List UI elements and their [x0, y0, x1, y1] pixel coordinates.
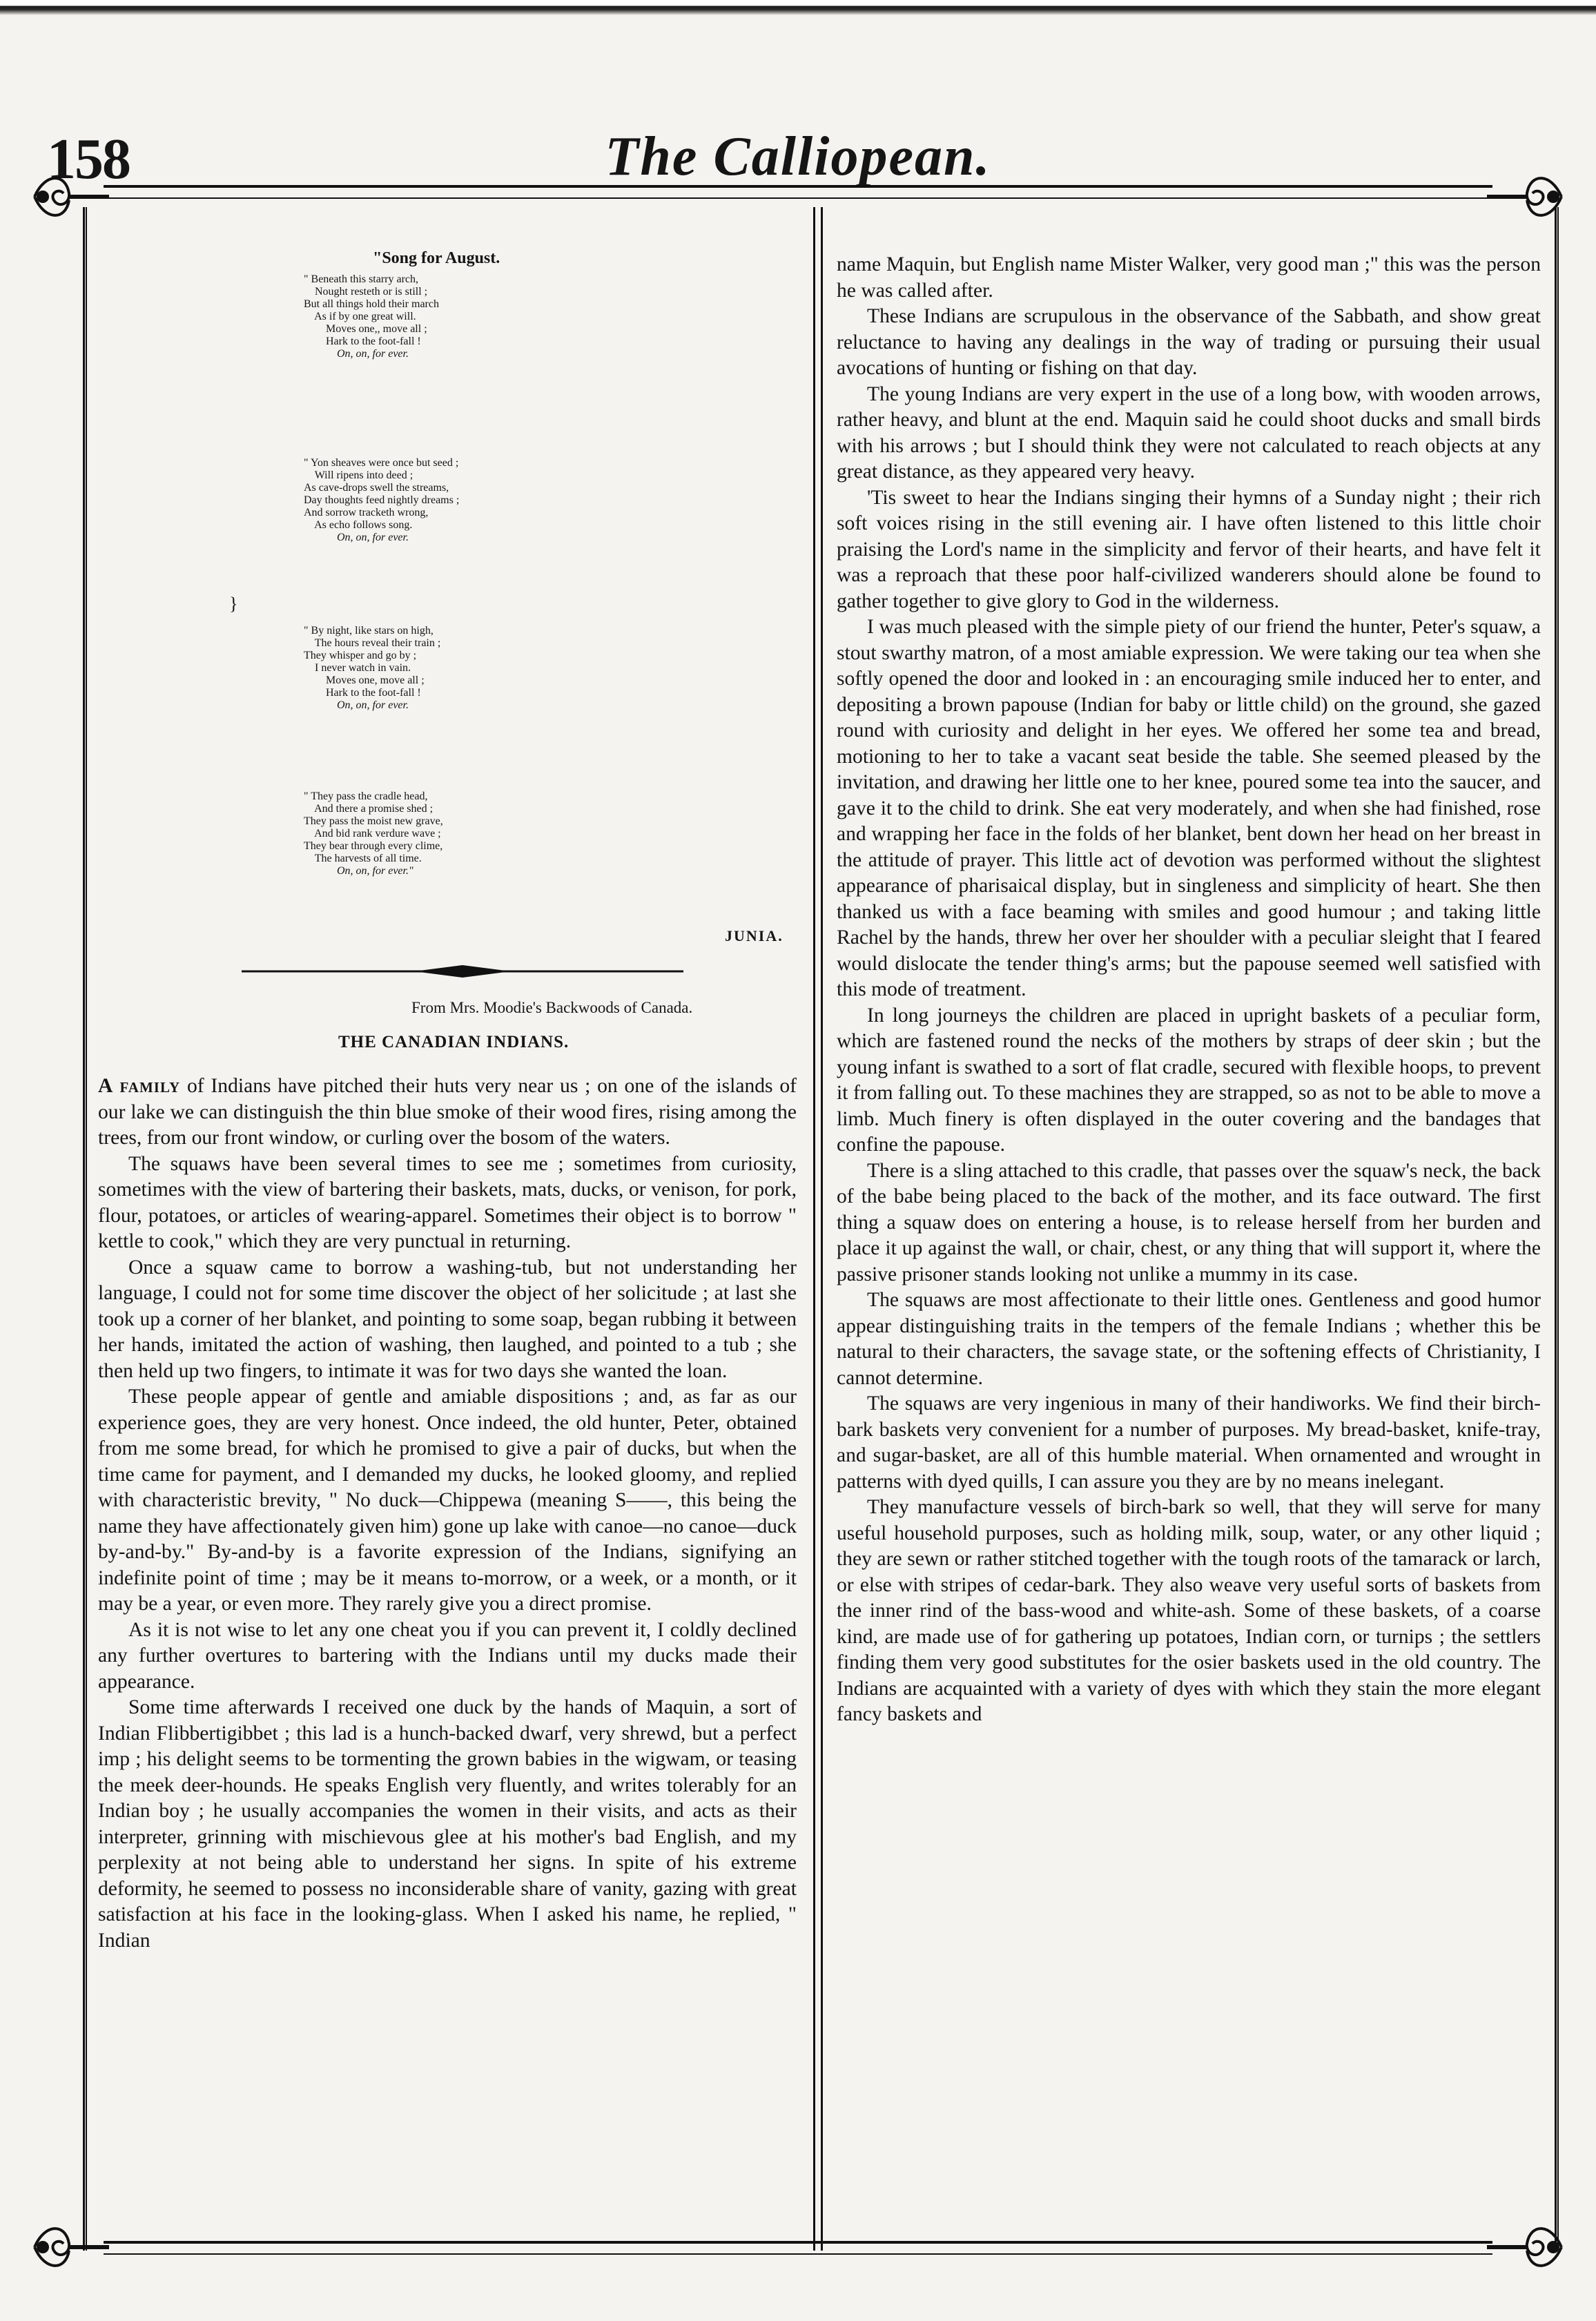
poem-refrain: On, on, for ever. — [304, 532, 409, 543]
poem-line: And sorrow tracketh wrong, — [304, 507, 429, 518]
poem-title: "Song for August. — [373, 249, 500, 267]
poem-line: Will ripens into deed ; — [304, 469, 413, 481]
article-heading: THE CANADIAN INDIANS. — [338, 1033, 570, 1051]
poem-line: As echo follows song. — [304, 519, 413, 531]
article-paragraph: As it is not wise to let any one cheat you if you can prevent it, I coldly declined any further overtures to bartering with the Indians until my ducks made their appearance. — [98, 1618, 797, 1693]
top-border-rule — [104, 185, 1492, 199]
poem-line: Nought resteth or is still ; — [304, 286, 428, 298]
article-paragraph: The young Indians are very expert in the use of a long bow, with wooden arrows, rather heavy, and blunt at the end. Maquin said he could shoot ducks and small birds with his arrows ; but I should think they were not calculated to reach objects at any great distance, as they appeared very heavy. — [837, 382, 1541, 483]
article-paragraph: The squaws have been several times to see me ; sometimes from curiosity, sometimes with the view of bartering their baskets, mats, ducks, or venison, for pork, flour, potatoes, or articles of wearing-apparel. Sometimes their object is to borrow " kettle to cook," which they are very punctual in returning. — [98, 1152, 797, 1252]
page-top-edge — [0, 0, 1596, 18]
paragraph-text: of Indians have pitched their huts very near us ; on one of the islands of our lake we can distinguish the thin blue smoke of their wood fires, rising among the trees, from our front window, or curling over the bosom of the waters. — [98, 1075, 797, 1149]
section-divider-ornament — [242, 963, 683, 980]
poem-line: " Yon sheaves were once but seed ; — [304, 457, 459, 469]
column-divider-rule — [813, 207, 823, 2251]
left-text-column — [98, 1074, 797, 1954]
opening-smallcaps: A family — [98, 1075, 181, 1097]
poem-line: Hark to the foot-fall ! — [304, 336, 421, 347]
poem-refrain: On, on, for ever." — [304, 865, 413, 877]
corner-ornament-top-left — [28, 166, 110, 228]
poem-stanza-1 — [304, 273, 439, 360]
poem-line: They pass the moist new grave, — [304, 815, 443, 827]
margin-mark: } — [229, 594, 238, 614]
right-text-column — [837, 252, 1541, 1728]
poem-stanza-4 — [304, 790, 443, 877]
article-paragraph: In long journeys the children are placed in upright baskets of a peculiar form, which are fastened round the necks of the mothers by straps of deer skin ; but the young infant is swathed to a sort of flat cradle, secured with flexible hoops, to prevent it from falling out. To these machines they are strapped, so as not to be able to move a limb. Much finery is often displayed in the outer covering and the bandages that confine the papouse. — [837, 1004, 1541, 1156]
poem-line: But all things hold their march — [304, 298, 439, 310]
corner-ornament-bottom-left — [28, 2216, 110, 2278]
poem-line: They whisper and go by ; — [304, 650, 417, 661]
poem-line: The hours reveal their train ; — [304, 637, 441, 649]
poem-line: " They pass the cradle head, — [304, 790, 428, 802]
poem-line: Moves one, move all ; — [304, 674, 425, 686]
poem-line: Hark to the foot-fall ! — [304, 687, 421, 699]
poem-signature: JUNIA. — [725, 927, 784, 944]
poem-line: Day thoughts feed nightly dreams ; — [304, 494, 460, 506]
article-paragraph: The squaws are most affectionate to their little ones. Gentleness and good humor appear distinguishing traits in the tempers of the female Indians ; whether this be natural to their characters, the savage state, or the softening effects of Christianity, I cannot determine. — [837, 1289, 1541, 1389]
poem-stanza-2 — [304, 457, 459, 544]
poem-line: I never watch in vain. — [304, 662, 411, 674]
article-paragraph: They manufacture vessels of birch-bark so well, that they will serve for many useful household purposes, such as holding milk, soup, water, or any other liquid ; they are sewn or rather stitched together with the tough roots of the tamarack or larch, or else with stripes of cedar-bark. They also weave very useful sorts of baskets from the inner rind of the bass-wood and white-ash. Some of these baskets, of a coarse kind, are made use of for gathering up potatoes, Indian corn, or turnips ; the settlers finding them very good substitutes for the osier baskets used in the old country. The Indians are acquainted with a variety of dyes with which they stain the more elegant fancy baskets and — [837, 1496, 1541, 1725]
left-border-rule — [83, 207, 87, 2251]
article-paragraph: There is a sling attached to this cradle, that passes over the squaw's neck, the back of the babe being placed to the back of the mother, and its face outward. The first thing a squaw does on entering a house, is to release herself from her burden and place it up against the wall, or chair, chest, or any thing that will support it, where the passive prisoner stands looking not unlike a mummy in its case. — [837, 1159, 1541, 1285]
poem-line: And there a promise shed ; — [304, 803, 434, 815]
article-paragraph: Some time afterwards I received one duck by the hands of Maquin, a sort of Indian Flibbertigibbet ; this lad is a hunch-backed dwarf, very shrewd, but a perfect imp ; his delight seems to be tormenting the grown babies in the wigwam, or teasing the meek deer-hounds. He speaks English very fluently, and writes tolerably for an Indian boy ; he usually accompanies the women in their visits, and acts as their interpreter, grinning with mischievous glee at his mother's bad English, and my perplexity at not being able to understand her signs. In spite of his extreme deformity, he seemed to possess no inconsiderable share of vanity, gazing with great satisfaction at his face in the looking-glass. When I asked his name, he replied, " Indian — [98, 1696, 797, 1952]
page-number: 158 — [47, 127, 130, 191]
poem-line: " Beneath this starry arch, — [304, 273, 419, 285]
poem-line: And bid rank verdure wave ; — [304, 828, 441, 839]
article-source-line: From Mrs. Moodie's Backwoods of Canada. — [411, 999, 693, 1016]
poem-line: The harvests of all time. — [304, 853, 422, 864]
article-paragraph: Once a squaw came to borrow a washing-tub, but not understanding her language, I could not for some time discover the object of her solicitude ; at last she took up a corner of her blanket, and pointing to some soap, began rubbing it between her hands, imitated the action of washing, then laughed, and pointed to a tub ; she then held up two fingers, to intimate it was for two days she wanted the loan. — [98, 1256, 797, 1382]
bottom-border-rule — [104, 2241, 1492, 2255]
article-paragraph: These people appear of gentle and amiable dispositions ; and, as far as our experience goes, they are very honest. Once indeed, the old hunter, Peter, obtained from me some bread, for which he promised to give a pair of ducks, but when the time came for payment, and I demanded my ducks, he looked gloomy, and replied with characteristic brevity, " No duck—Chippewa (meaning S——, this being the name they have affectionately given him) gone up lake with canoe—no canoe—duck by-and-by." By-and-by is a favorite expression of the Indians, signifying an indefinite point of time ; may be it means to-morrow, or a week, or a month, or it may be a year, or even more. They rarely give you a direct promise. — [98, 1386, 797, 1615]
poem-line: As cave-drops swell the streams, — [304, 482, 449, 494]
article-paragraph — [98, 1074, 797, 1152]
poem-refrain: On, on, for ever. — [304, 699, 409, 711]
article-paragraph: name Maquin, but English name Mister Walker, very good man ;" this was the person he was called after. — [837, 253, 1541, 302]
article-paragraph: 'Tis sweet to hear the Indians singing their hymns of a Sunday night ; their rich soft voices rising in the still evening air. I have often listened to this little choir praising the Lord's name in the simplicity and fervor of their hearts, and have felt it was a reproach that these poor half-civilized wanderers should alone be found to gather together to give glory to God in the wilderness. — [837, 486, 1541, 612]
poem-line: Moves one,, move all ; — [304, 323, 427, 335]
article-paragraph: These Indians are scrupulous in the observance of the Sabbath, and show great reluctance to having any dealings in the way of trading or pursuing their usual avocations of hunting or fishing on that day. — [837, 305, 1541, 379]
poem-line: " By night, like stars on high, — [304, 625, 434, 637]
poem-stanza-3 — [304, 625, 440, 712]
right-border-rule — [1555, 207, 1559, 2251]
poem-line: They bear through every clime, — [304, 840, 443, 852]
article-paragraph: The squaws are very ingenious in many of their handiworks. We find their birch-bark baskets very convenient for a number of purposes. My bread-basket, knife-tray, and sugar-basket, are all of this humble material. When ornamented and wrought in patterns with dyed quills, I can assure you they are by no means inelegant. — [837, 1392, 1541, 1493]
poem-line: As if by one great will. — [304, 311, 416, 322]
article-paragraph: I was much pleased with the simple piety of our friend the hunter, Peter's squaw, a stout swarthy matron, of a most amiable expression. We were taking our tea when she softly opened the door and looked in : an encouraging smile induced her to enter, and depositing a brown papouse (Indian for baby or little child) on the ground, she gazed round with curiosity and delight in her eyes. We offered her some tea and bread, motioning to her to take a vacant seat beside the table. She seemed pleased by the invitation, and drawing her little one to her knee, poured some tea into the saucer, and gave it to the child to drink. She eat very moderately, and when she had finished, rose and wrapping her face in the folds of her blanket, bent down her head on her breast in the attitude of prayer. This little act of devotion was performed without the slightest appearance of pharisaical display, but in singleness and simplicity of heart. She then thanked us with a face beaming with smiles and good humour ; and taking little Rachel by the hands, threw her over her shoulder with a peculiar sleight that I feared would dislocate the tender thing's arms; but the papouse seemed well satisfied with this mode of treatment. — [837, 616, 1541, 1000]
poem-refrain: On, on, for ever. — [304, 348, 409, 360]
masthead-title: The Calliopean. — [605, 126, 991, 187]
